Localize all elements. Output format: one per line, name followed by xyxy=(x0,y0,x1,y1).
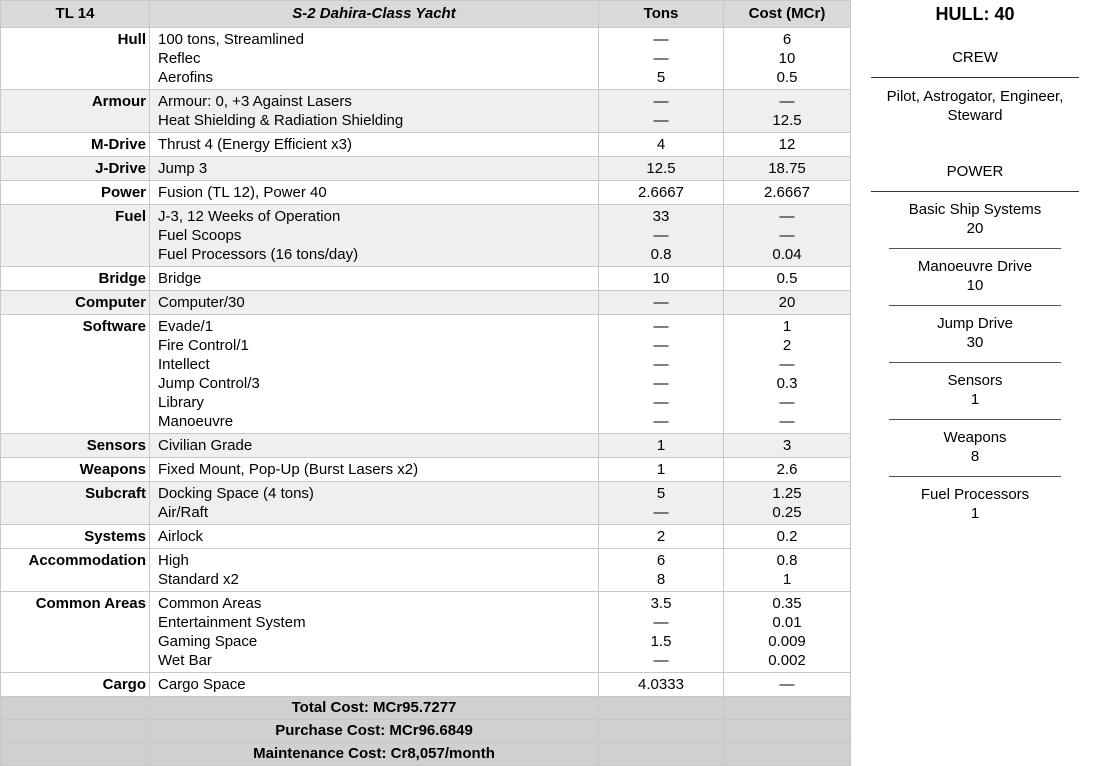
component-name-cell xyxy=(150,458,599,482)
tonnage-value-cell xyxy=(599,205,724,267)
tonnage-value: — xyxy=(653,112,669,129)
tonnage-value: — xyxy=(653,614,669,631)
hull-points: HULL: 40 xyxy=(935,4,1015,24)
cost-value: — xyxy=(779,208,795,225)
power-entry xyxy=(851,257,1099,295)
cost-value: 2.6 xyxy=(776,461,798,478)
cost-value: 0.5 xyxy=(776,69,798,86)
section-label: Systems xyxy=(1,525,150,549)
cost-value: 20 xyxy=(778,294,796,311)
section-row-armour xyxy=(1,90,851,133)
component-name: Docking Space (4 tons) xyxy=(158,485,314,502)
power-entry xyxy=(851,200,1099,238)
tonnage-value-cell xyxy=(599,291,724,315)
power-label: Weapons xyxy=(943,429,1007,446)
tonnage-value-cell xyxy=(599,315,724,434)
section-label: Software xyxy=(1,315,150,434)
section-row-hull xyxy=(1,28,851,90)
cost-value-cell xyxy=(724,133,851,157)
cost-value: 0.8 xyxy=(776,552,798,569)
tonnage-value: 2.6667 xyxy=(638,184,684,201)
power-value: 10 xyxy=(966,277,984,294)
section-row-power xyxy=(1,181,851,205)
cost-value: 1 xyxy=(782,571,792,588)
component-name-cell xyxy=(150,315,599,434)
cost-value: 0.25 xyxy=(772,504,802,521)
section-row-accommodation xyxy=(1,549,851,592)
component-name: Library xyxy=(158,394,204,411)
component-name-cell xyxy=(150,181,599,205)
component-name: Heat Shielding & Radiation Shielding xyxy=(158,112,404,129)
power-value: 1 xyxy=(970,391,980,408)
component-name-cell xyxy=(150,549,599,592)
tonnage-value: 10 xyxy=(652,270,670,287)
section-label: M-Drive xyxy=(1,133,150,157)
cost-value: 1 xyxy=(782,318,792,335)
component-name: Fire Control/1 xyxy=(158,337,249,354)
power-value: 8 xyxy=(970,448,980,465)
tonnage-value: — xyxy=(653,93,669,110)
component-name: Gaming Space xyxy=(158,633,258,650)
component-name: Fixed Mount, Pop-Up (Burst Lasers x2) xyxy=(158,461,419,478)
tonnage-value: — xyxy=(653,356,669,373)
component-name-cell xyxy=(150,592,599,673)
component-name-cell xyxy=(150,90,599,133)
tonnage-value: 2 xyxy=(656,528,666,545)
component-name-cell xyxy=(150,28,599,90)
cost-value-cell xyxy=(724,549,851,592)
component-name-cell xyxy=(150,267,599,291)
maintenance-cost: Maintenance Cost: Cr8,057/month xyxy=(150,743,599,766)
cost-value-cell xyxy=(724,673,851,697)
section-row-systems xyxy=(1,525,851,549)
cost-value-cell xyxy=(724,181,851,205)
cost-value-cell xyxy=(724,525,851,549)
component-name: J-3, 12 Weeks of Operation xyxy=(158,208,341,225)
cost-value-cell xyxy=(724,315,851,434)
crew-divider xyxy=(871,77,1079,78)
tonnage-value-cell xyxy=(599,181,724,205)
power-divider xyxy=(889,476,1061,477)
tech-level-header: TL 14 xyxy=(1,1,150,28)
spec-body xyxy=(1,28,851,697)
power-value: 20 xyxy=(966,220,984,237)
section-row-software xyxy=(1,315,851,434)
component-name: Fuel Processors (16 tons/day) xyxy=(158,246,359,263)
section-label: J-Drive xyxy=(1,157,150,181)
component-name-cell xyxy=(150,157,599,181)
component-name: Common Areas xyxy=(158,595,262,612)
design-name-header: S-2 Dahira-Class Yacht xyxy=(150,1,599,28)
component-name: Cargo Space xyxy=(158,676,246,693)
power-value: 30 xyxy=(966,334,984,351)
component-name: Fuel Scoops xyxy=(158,227,242,244)
tonnage-value: 5 xyxy=(656,69,666,86)
tonnage-value-cell xyxy=(599,673,724,697)
power-divider xyxy=(889,248,1061,249)
section-label: Fuel xyxy=(1,205,150,267)
power-entry xyxy=(851,371,1099,409)
cost-value: 0.5 xyxy=(776,270,798,287)
cost-value: 6 xyxy=(782,31,792,48)
tonnage-value: — xyxy=(653,31,669,48)
crew-heading: CREW xyxy=(952,49,998,66)
crew-list: Pilot, Astrogator, Engineer, Steward xyxy=(886,88,1064,124)
component-name: Jump 3 xyxy=(158,160,208,177)
cost-value: — xyxy=(779,413,795,430)
component-name: Armour: 0, +3 Against Lasers xyxy=(158,93,352,110)
component-name: Entertainment System xyxy=(158,614,306,631)
cost-value: 0.009 xyxy=(768,633,806,650)
section-row-fuel xyxy=(1,205,851,267)
cost-value: 0.35 xyxy=(772,595,802,612)
component-name: Thrust 4 (Energy Efficient x3) xyxy=(158,136,352,153)
cost-value: 0.01 xyxy=(772,614,802,631)
tonnage-value-cell xyxy=(599,482,724,525)
tonnage-value: 0.8 xyxy=(650,246,672,263)
section-row-subcraft xyxy=(1,482,851,525)
power-divider xyxy=(889,305,1061,306)
section-label: Bridge xyxy=(1,267,150,291)
cost-value: 0.04 xyxy=(772,246,802,263)
component-name: Fusion (TL 12), Power 40 xyxy=(158,184,327,201)
component-name: Reflec xyxy=(158,50,201,67)
section-label: Hull xyxy=(1,28,150,90)
side-panel xyxy=(851,0,1099,766)
cost-value: 2 xyxy=(782,337,792,354)
tonnage-value-cell xyxy=(599,525,724,549)
power-heading: POWER xyxy=(946,163,1004,180)
power-value: 1 xyxy=(970,505,980,522)
cost-value: 3 xyxy=(782,437,792,454)
component-name: Computer/30 xyxy=(158,294,245,311)
power-label: Jump Drive xyxy=(937,315,1013,332)
component-name: Manoeuvre xyxy=(158,413,234,430)
component-name: Jump Control/3 xyxy=(158,375,260,392)
tonnage-value: — xyxy=(653,504,669,521)
power-label: Fuel Processors xyxy=(920,486,1030,503)
cost-value-cell xyxy=(724,28,851,90)
tonnage-value: 4.0333 xyxy=(638,676,684,693)
component-name-cell xyxy=(150,482,599,525)
tonnage-value: — xyxy=(653,375,669,392)
component-name-cell xyxy=(150,434,599,458)
maintenance-cost-row xyxy=(1,743,851,766)
tonnage-value: 33 xyxy=(652,208,670,225)
power-entry xyxy=(851,485,1099,523)
tonnage-value: 4 xyxy=(656,136,666,153)
tonnage-value: — xyxy=(653,318,669,335)
section-row-sensors xyxy=(1,434,851,458)
section-label: Power xyxy=(1,181,150,205)
section-row-cargo xyxy=(1,673,851,697)
cost-value: 18.75 xyxy=(768,160,806,177)
tonnage-value-cell xyxy=(599,133,724,157)
component-name: Air/Raft xyxy=(158,504,209,521)
component-name: Standard x2 xyxy=(158,571,239,588)
component-name-cell xyxy=(150,133,599,157)
cost-value: 0.2 xyxy=(776,528,798,545)
cost-value: — xyxy=(779,356,795,373)
cost-value: 0.002 xyxy=(768,652,806,669)
section-label: Computer xyxy=(1,291,150,315)
cost-value-cell xyxy=(724,205,851,267)
tonnage-value: — xyxy=(653,413,669,430)
tonnage-value-cell xyxy=(599,549,724,592)
component-name: Bridge xyxy=(158,270,202,287)
tonnage-value: — xyxy=(653,394,669,411)
cost-value: 1.25 xyxy=(772,485,802,502)
tonnage-value-cell xyxy=(599,90,724,133)
tons-header: Tons xyxy=(599,1,724,28)
cost-value: 0.3 xyxy=(776,375,798,392)
purchase-cost: Purchase Cost: MCr96.6849 xyxy=(150,720,599,743)
component-name: Intellect xyxy=(158,356,210,373)
section-label: Common Areas xyxy=(1,592,150,673)
component-name: Airlock xyxy=(158,528,204,545)
cost-value-cell xyxy=(724,482,851,525)
section-row-computer xyxy=(1,291,851,315)
power-divider xyxy=(889,362,1061,363)
tonnage-value: 1 xyxy=(656,437,666,454)
component-name-cell xyxy=(150,673,599,697)
total-cost: Total Cost: MCr95.7277 xyxy=(150,697,599,720)
section-label: Subcraft xyxy=(1,482,150,525)
cost-value-cell xyxy=(724,592,851,673)
total-cost-row xyxy=(1,697,851,720)
tonnage-value: — xyxy=(653,652,669,669)
cost-value: — xyxy=(779,676,795,693)
power-divider xyxy=(889,419,1061,420)
power-label: Sensors xyxy=(947,372,1003,389)
cost-value: 12 xyxy=(778,136,796,153)
cost-value-cell xyxy=(724,291,851,315)
section-label: Armour xyxy=(1,90,150,133)
tonnage-value-cell xyxy=(599,434,724,458)
cost-value-cell xyxy=(724,434,851,458)
component-name: Evade/1 xyxy=(158,318,214,335)
section-label: Sensors xyxy=(1,434,150,458)
tonnage-value-cell xyxy=(599,28,724,90)
cost-value-cell xyxy=(724,458,851,482)
section-label: Cargo xyxy=(1,673,150,697)
cost-header: Cost (MCr) xyxy=(724,1,851,28)
tonnage-value-cell xyxy=(599,458,724,482)
tonnage-value: — xyxy=(653,227,669,244)
component-name: High xyxy=(158,552,189,569)
cost-value: — xyxy=(779,93,795,110)
tonnage-value: 1.5 xyxy=(650,633,672,650)
power-label: Basic Ship Systems xyxy=(908,201,1042,218)
cost-value: 12.5 xyxy=(772,112,802,129)
power-label: Manoeuvre Drive xyxy=(917,258,1033,275)
cost-value: — xyxy=(779,394,795,411)
cost-value-cell xyxy=(724,267,851,291)
component-name-cell xyxy=(150,291,599,315)
purchase-cost-row xyxy=(1,720,851,743)
section-row-bridge xyxy=(1,267,851,291)
tonnage-value: 6 xyxy=(656,552,666,569)
cost-value-cell xyxy=(724,90,851,133)
cost-value: 2.6667 xyxy=(764,184,810,201)
tonnage-value: 1 xyxy=(656,461,666,478)
section-label: Accommodation xyxy=(1,549,150,592)
tonnage-value: 8 xyxy=(656,571,666,588)
tonnage-value: 12.5 xyxy=(646,160,676,177)
component-name-cell xyxy=(150,205,599,267)
section-row-j-drive xyxy=(1,157,851,181)
component-name: Wet Bar xyxy=(158,652,212,669)
tonnage-value: — xyxy=(653,50,669,67)
section-row-common-areas xyxy=(1,592,851,673)
tonnage-value: — xyxy=(653,337,669,354)
cost-value-cell xyxy=(724,157,851,181)
power-entry xyxy=(851,314,1099,352)
tonnage-value: 5 xyxy=(656,485,666,502)
component-name: 100 tons, Streamlined xyxy=(158,31,304,48)
tonnage-value-cell xyxy=(599,267,724,291)
tonnage-value-cell xyxy=(599,157,724,181)
cost-value: — xyxy=(779,227,795,244)
component-name: Civilian Grade xyxy=(158,437,253,454)
component-name-cell xyxy=(150,525,599,549)
component-name: Aerofins xyxy=(158,69,214,86)
tonnage-value: 3.5 xyxy=(650,595,672,612)
power-entry xyxy=(851,428,1099,466)
tonnage-value-cell xyxy=(599,592,724,673)
power-divider xyxy=(871,191,1079,192)
section-row-m-drive xyxy=(1,133,851,157)
tonnage-value: — xyxy=(653,294,669,311)
section-row-weapons xyxy=(1,458,851,482)
cost-value: 10 xyxy=(778,50,796,67)
header-row xyxy=(1,1,851,28)
section-label: Weapons xyxy=(1,458,150,482)
